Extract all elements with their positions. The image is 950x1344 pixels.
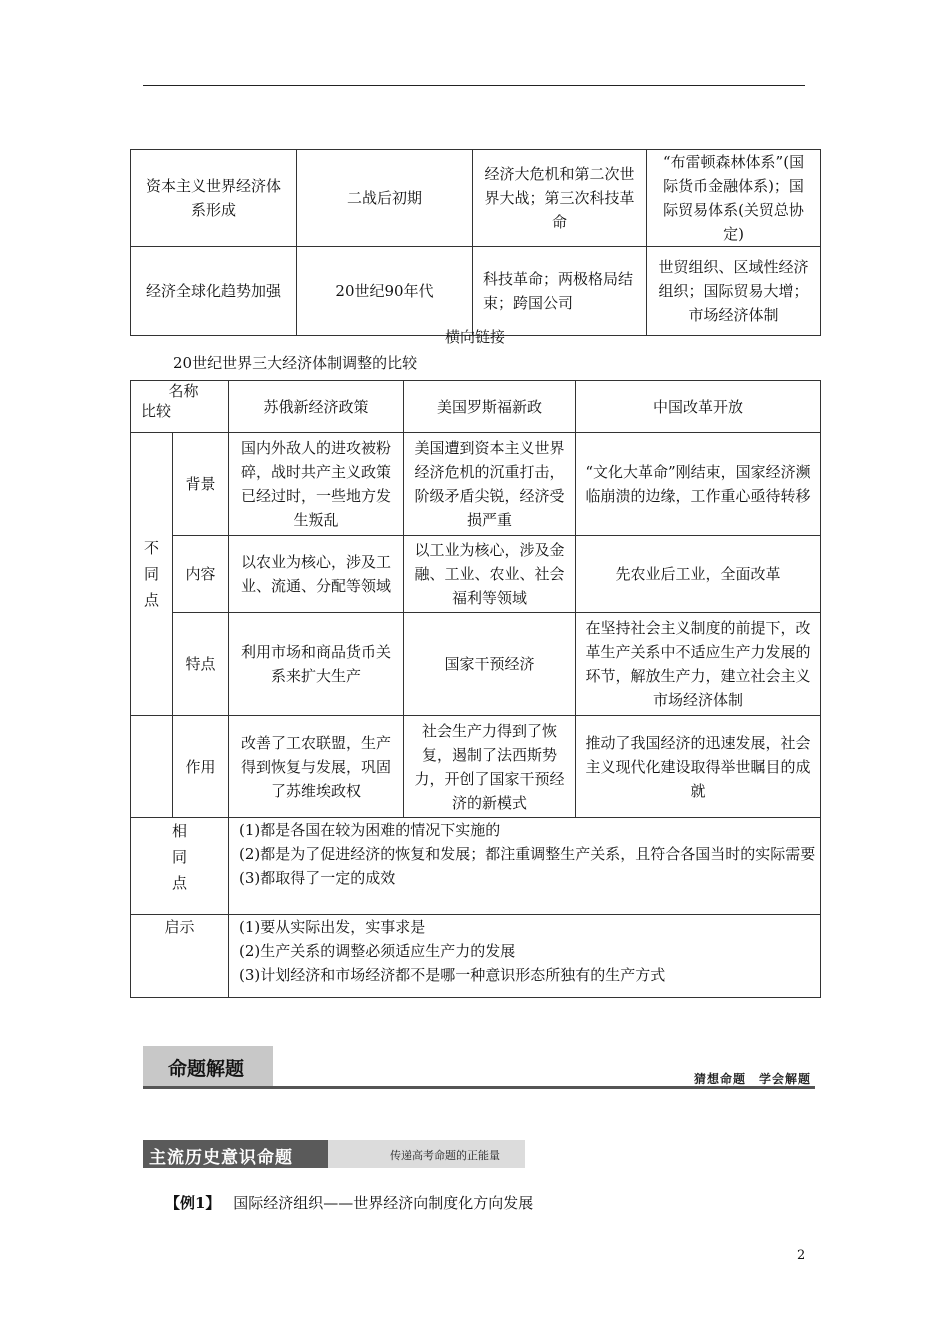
header-corner-cell bbox=[131, 381, 229, 433]
same-points-cell bbox=[229, 818, 821, 915]
table-cell: 世贸组织、区域性经济组织；国际贸易大增；市场经济体制 bbox=[647, 247, 821, 336]
list-item: (3)计划经济和市场经济都不是哪一种意识形态所独有的生产方式 bbox=[239, 966, 666, 984]
table-cell: 在坚持社会主义制度的前提下，改革生产关系中不适应生产力发展的环节，解放生产力，建立社会主义市场经济体制 bbox=[576, 613, 821, 716]
table-cell: 国家干预经济 bbox=[404, 613, 576, 716]
same-label-char: 相 bbox=[172, 822, 188, 840]
example-tag: 【例1】 bbox=[165, 1194, 221, 1212]
table-row bbox=[131, 716, 821, 818]
diff-label-char: 不 bbox=[143, 539, 159, 557]
list-item: (1)都是各国在较为困难的情况下实施的 bbox=[239, 821, 501, 839]
table-cell: 资本主义世界经济体系形成 bbox=[131, 150, 297, 247]
table-cell: 二战后初期 bbox=[297, 150, 473, 247]
comparison-table bbox=[130, 380, 821, 998]
row-label: 内容 bbox=[173, 536, 229, 613]
economy-stages-table bbox=[130, 149, 821, 336]
row-label: 作用 bbox=[173, 716, 229, 818]
table-cell: 科技革命；两极格局结束；跨国公司 bbox=[473, 247, 647, 336]
diff-label-char: 点 bbox=[143, 591, 159, 609]
table-caption: 20世纪世界三大经济体制调整的比较 bbox=[173, 354, 418, 372]
diff-label-cell bbox=[131, 433, 173, 716]
table-cell: 美国遭到资本主义世界经济危机的沉重打击，阶级矛盾尖锐，经济受损严重 bbox=[404, 433, 576, 536]
table-cell: 利用市场和商品货币关系来扩大生产 bbox=[229, 613, 404, 716]
table-cell: 社会生产力得到了恢复，遏制了法西斯势力，开创了国家干预经济的新模式 bbox=[404, 716, 576, 818]
list-item: (1)要从实际出发，实事求是 bbox=[239, 918, 426, 936]
subsection-tag: 传递高考命题的正能量 bbox=[390, 1149, 500, 1162]
example-text: 国际经济组织——世界经济向制度化方向发展 bbox=[233, 1194, 534, 1212]
table-cell: 改善了工农联盟，生产得到恢复与发展，巩固了苏维埃政权 bbox=[229, 716, 404, 818]
table-row bbox=[131, 818, 821, 915]
table-row bbox=[131, 433, 821, 536]
empty-label-cell bbox=[131, 716, 173, 818]
insight-label-cell: 启示 bbox=[131, 915, 229, 998]
list-item: (2)都是为了促进经济的恢复和发展；都注重调整生产关系，且符合各国当时的实际需要 bbox=[239, 845, 816, 863]
column-header: 美国罗斯福新政 bbox=[404, 381, 576, 433]
row-label: 特点 bbox=[173, 613, 229, 716]
header-rule bbox=[143, 85, 805, 86]
table-cell: 经济大危机和第二次世界大战；第三次科技革命 bbox=[473, 150, 647, 247]
table-cell: 先农业后工业，全面改革 bbox=[576, 536, 821, 613]
table-row bbox=[131, 150, 821, 247]
table-cell: 以工业为核心，涉及金融、工业、农业、社会福利等领域 bbox=[404, 536, 576, 613]
example-line bbox=[165, 1193, 533, 1213]
same-label-cell bbox=[131, 818, 229, 915]
same-label-char: 同 bbox=[172, 848, 188, 866]
section-title: 命题解题 bbox=[168, 1058, 245, 1080]
list-item: (3)都取得了一定的成效 bbox=[239, 869, 396, 887]
column-header: 中国改革开放 bbox=[576, 381, 821, 433]
subsection-title: 主流历史意识命题 bbox=[149, 1148, 293, 1168]
table-row bbox=[131, 613, 821, 716]
header-name-label: 名称 bbox=[168, 382, 199, 400]
table-cell: 国内外敌人的进攻被粉碎，战时共产主义政策已经过时，一些地方发生叛乱 bbox=[229, 433, 404, 536]
table-cell: 20世纪90年代 bbox=[297, 247, 473, 336]
same-label-char: 点 bbox=[172, 874, 188, 892]
page-number: 2 bbox=[797, 1248, 806, 1263]
table-cell: 推动了我国经济的迅速发展，社会主义现代化建设取得举世瞩目的成就 bbox=[576, 716, 821, 818]
table-cell: 经济全球化趋势加强 bbox=[131, 247, 297, 336]
table-cell: 以农业为核心，涉及工业、流通、分配等领域 bbox=[229, 536, 404, 613]
diff-label-char: 同 bbox=[143, 565, 159, 583]
header-compare-label: 比较 bbox=[141, 402, 172, 420]
table-row bbox=[131, 536, 821, 613]
section-caption: 横向链接 bbox=[444, 328, 505, 346]
table-row bbox=[131, 915, 821, 998]
table-cell: “文化大革命”刚结束，国家经济濒临崩溃的边缘，工作重心亟待转移 bbox=[576, 433, 821, 536]
table-row bbox=[131, 247, 821, 336]
list-item: (2)生产关系的调整必须适应生产力的发展 bbox=[239, 942, 516, 960]
table-header-row bbox=[131, 381, 821, 433]
section-slogan: 猜想命题 学会解题 bbox=[693, 1072, 811, 1086]
insight-points-cell bbox=[229, 915, 821, 998]
row-label: 背景 bbox=[173, 433, 229, 536]
subsection-banner bbox=[143, 1140, 525, 1168]
table-cell: “布雷顿森林体系”(国际货币金融体系)；国际贸易体系(关贸总协定) bbox=[647, 150, 821, 247]
section-header bbox=[143, 1046, 815, 1088]
column-header: 苏俄新经济政策 bbox=[229, 381, 404, 433]
